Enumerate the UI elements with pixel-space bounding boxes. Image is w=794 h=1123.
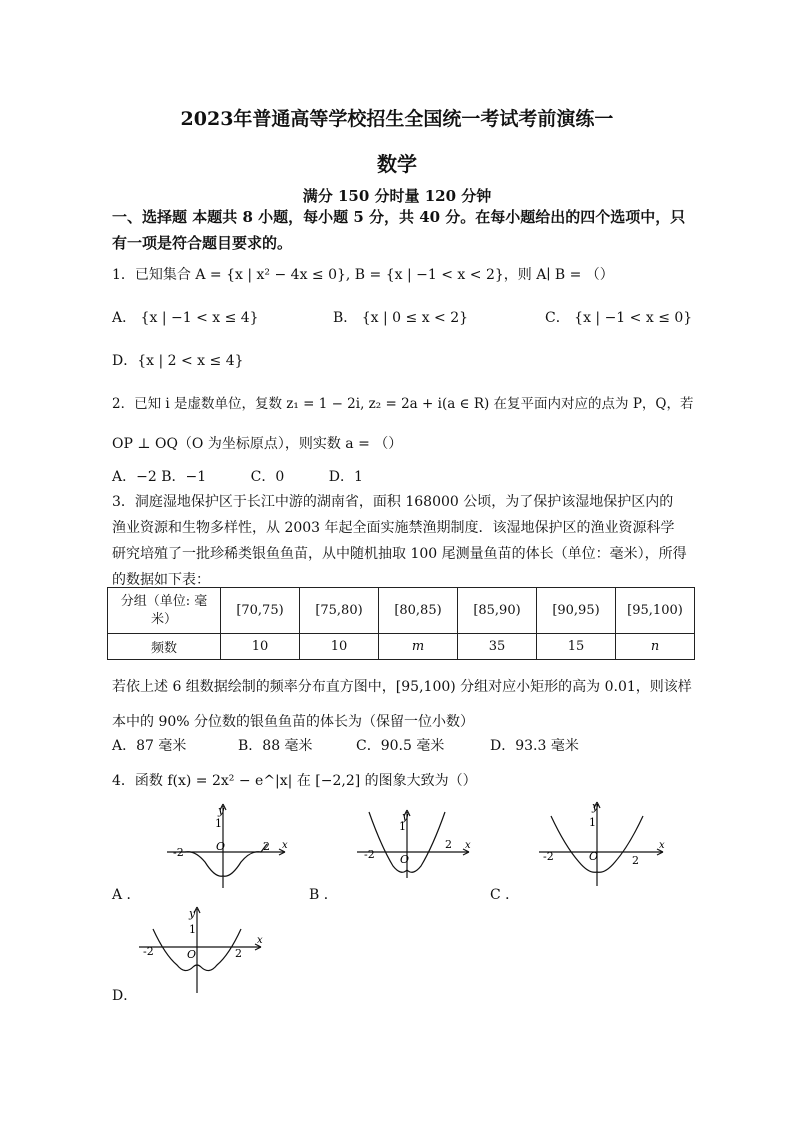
table-cell: [70,75) bbox=[221, 588, 300, 634]
graph-a-x-label: x bbox=[282, 840, 288, 851]
table-cell: 15 bbox=[537, 634, 616, 660]
q3-paragraph: 3．洞庭湿地保护区于长江中游的湖南省，面积 168000 公顷，为了保护该湿地保护区内的渔业资源和生物多样性，从 2003 年起全面实施禁渔期制度．该湿地保护区的渔业资源科学研究培殖了一批珍稀类银鱼鱼苗，从中随机抽取 100 尾测量鱼苗的体长（单位：毫米），所得的数据如下表： bbox=[112, 494, 687, 588]
graph-b-origin: O bbox=[400, 853, 410, 866]
q4-label-d: D． bbox=[112, 988, 138, 1004]
table-cell: 35 bbox=[458, 634, 537, 660]
graph-c-origin: O bbox=[589, 850, 599, 863]
graph-c-x-label: x bbox=[659, 840, 665, 851]
graph-d-pos2: 2 bbox=[235, 947, 242, 960]
graph-a-pos2: 2 bbox=[263, 840, 270, 853]
table-cell: [85,90) bbox=[458, 588, 537, 634]
table-cell: [75,80) bbox=[300, 588, 379, 634]
graph-c-pos2: 2 bbox=[632, 854, 639, 867]
graph-d-x-label: x bbox=[257, 935, 263, 946]
q3-after-line2: 本中的 90% 分位数的银鱼鱼苗的体长为（保留一位小数） bbox=[112, 714, 475, 730]
q3-after-line1: 若依上述 6 组数据绘制的频率分布直方图中，[95,100) 分组对应小矩形的高为 0.01，则该样 bbox=[112, 679, 692, 695]
graph-a-origin: O bbox=[216, 840, 226, 853]
graph-b-x-label: x bbox=[465, 840, 471, 851]
graph-c-one: 1 bbox=[589, 816, 596, 829]
q4-label-a: A ． bbox=[112, 887, 141, 903]
table-cell: 10 bbox=[300, 634, 379, 660]
q1-stem: 1．已知集合 A = {x | x² − 4x ≤ 0}, B = {x | −1 < x < 2}，则 A∣ B = （） bbox=[112, 267, 614, 283]
graph-a-neg2: -2 bbox=[173, 846, 184, 859]
q2-line2: OP ⊥ OQ（O 为坐标原点），则实数 a = （） bbox=[112, 436, 403, 452]
q4-stem: 4．函数 f(x) = 2x² − e^|x| 在 [−2,2] 的图象大致为（） bbox=[112, 773, 477, 789]
q1-option-b: B． {x | 0 ≤ x < 2} bbox=[333, 310, 469, 326]
graph-d-one: 1 bbox=[189, 923, 196, 936]
q4-label-b: B ． bbox=[309, 887, 338, 903]
table-cell: 10 bbox=[221, 634, 300, 660]
q3-option-b: B．88 毫米 bbox=[238, 738, 313, 754]
q4-label-c: C ． bbox=[490, 887, 520, 903]
q3-option-d: D．93.3 毫米 bbox=[490, 738, 579, 754]
q1-option-a: A． {x | −1 < x ≤ 4} bbox=[112, 310, 259, 326]
graph-d-neg2: -2 bbox=[143, 945, 154, 958]
table-cell: n bbox=[616, 634, 695, 660]
q3-option-c: C．90.5 毫米 bbox=[356, 738, 445, 754]
table-cell: [95,100) bbox=[616, 588, 695, 634]
graph-b-y-label: y bbox=[402, 810, 409, 823]
exam-info: 满分 150 分时量 120 分钟 bbox=[302, 187, 492, 205]
table-row-groups bbox=[108, 588, 695, 634]
table-row-counts bbox=[108, 634, 695, 660]
graph-d-y-label: y bbox=[189, 907, 196, 920]
table-cell: m bbox=[379, 634, 458, 660]
graph-a bbox=[165, 800, 290, 890]
graph-b-one: 1 bbox=[399, 820, 406, 833]
graph-c-y-label: y bbox=[592, 800, 599, 813]
section-heading: 一、选择题 本题共 8 小题，每小题 5 分，共 40 分。在每小题给出的四个选项中，只有一项是符合题目要求的。 bbox=[112, 208, 686, 252]
q1-option-c: C． {x | −1 < x ≤ 0} bbox=[545, 310, 693, 326]
graph-d bbox=[137, 903, 267, 995]
graph-b-pos2: 2 bbox=[445, 838, 452, 851]
graph-c-neg2: -2 bbox=[543, 850, 554, 863]
graph-c bbox=[537, 798, 667, 888]
graph-a-y-label: y bbox=[218, 804, 225, 817]
exam-title: 2023年普通高等学校招生全国统一考试考前演练一 bbox=[180, 108, 614, 130]
table-head-count: 频数 bbox=[108, 634, 221, 660]
graph-b-neg2: -2 bbox=[364, 848, 375, 861]
q2-options: A．−2 B．−1 C．0 D．1 bbox=[112, 469, 363, 485]
graph-b bbox=[355, 808, 475, 880]
frequency-table bbox=[107, 587, 695, 660]
q1-option-d: D．{x | 2 < x ≤ 4} bbox=[112, 353, 244, 369]
graph-d-origin: O bbox=[187, 948, 197, 961]
q2-line1: 2．已知 i 是虚数单位，复数 z₁ = 1 − 2i, z₂ = 2a + i(a ∈ R) 在复平面内对应的点为 P，Q，若 bbox=[112, 396, 694, 412]
graph-a-one: 1 bbox=[215, 817, 222, 830]
q3-option-a: A．87 毫米 bbox=[112, 738, 187, 754]
table-cell: [80,85) bbox=[379, 588, 458, 634]
table-head-group: 分组（单位: 毫米） bbox=[108, 588, 221, 634]
table-cell: [90,95) bbox=[537, 588, 616, 634]
subject-title: 数学 bbox=[377, 152, 417, 176]
